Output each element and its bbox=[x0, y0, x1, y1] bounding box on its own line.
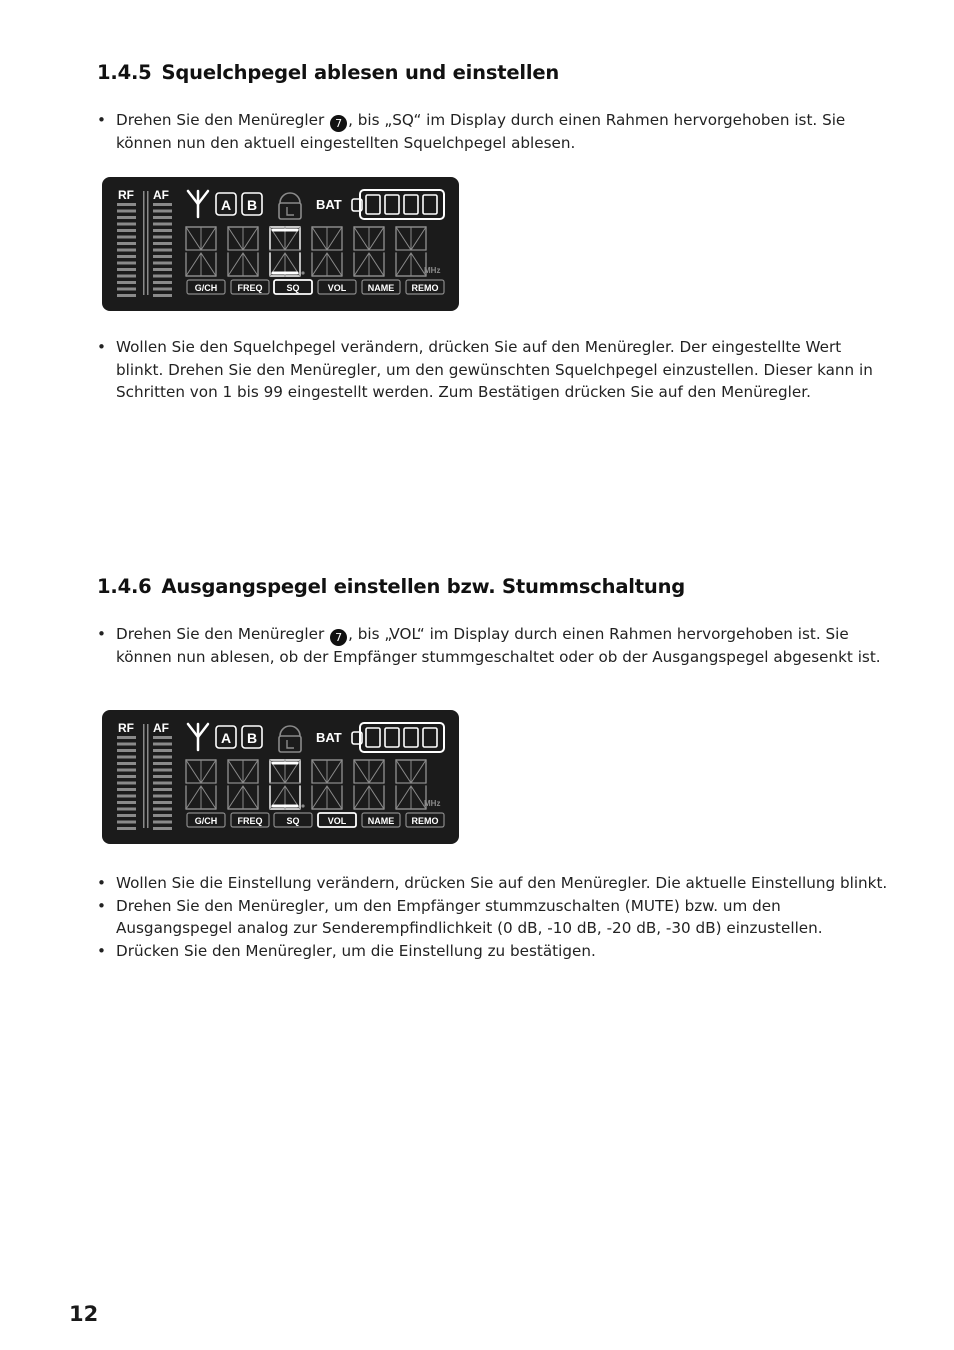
rf-level-bar bbox=[117, 203, 136, 206]
battery-label: BAT bbox=[316, 730, 342, 745]
decimal-point bbox=[301, 804, 304, 807]
rf-level-bar bbox=[117, 814, 136, 817]
bullet-list-squelch-2 bbox=[97, 336, 892, 404]
rf-level-bar bbox=[117, 275, 136, 278]
af-level-bar bbox=[153, 808, 172, 811]
rf-level-bar bbox=[117, 769, 136, 772]
rf-label: RF bbox=[118, 721, 134, 735]
diversity-b-label: B bbox=[246, 730, 258, 746]
rf-level-bar bbox=[117, 775, 136, 778]
section-number: 1.4.5 bbox=[97, 61, 152, 84]
lcd-display-volume bbox=[102, 710, 459, 844]
rf-label: RF bbox=[118, 188, 134, 202]
bullet-list-squelch-1 bbox=[97, 109, 892, 155]
control-number-badge: 7 bbox=[330, 115, 347, 132]
menu-label-sq: SQ bbox=[286, 283, 300, 293]
rf-level-bar bbox=[117, 821, 136, 824]
af-level-bar bbox=[153, 736, 172, 739]
rf-level-bar bbox=[117, 268, 136, 271]
list-item: • Drehen Sie den Menüregler 7 , bis „VOL“ im Display durch einen Rahmen hervorgehoben ist. Sie können nun ablesen, ob der Empfänger stummgeschaltet oder ob der Ausgangspegel abgesenkt ist. bbox=[97, 623, 892, 669]
rf-level-bar bbox=[117, 223, 136, 226]
section-heading-volume bbox=[97, 575, 685, 598]
af-level-bar bbox=[153, 236, 172, 239]
list-item: • Wollen Sie die Einstellung verändern, drücken Sie auf den Menüregler. Die aktuelle Einstellung blinkt. bbox=[97, 872, 892, 895]
list-item: • Drehen Sie den Menüregler 7 , bis „SQ“ im Display durch einen Rahmen hervorgehoben ist. Sie können nun den aktuell eingestellten Squelchpegel ablesen. bbox=[97, 109, 892, 155]
rf-level-bar bbox=[117, 749, 136, 752]
af-level-bar bbox=[153, 762, 172, 765]
af-level-bar bbox=[153, 229, 172, 232]
af-level-bar bbox=[153, 242, 172, 245]
menu-label-name: NAME bbox=[367, 816, 395, 826]
af-level-bar bbox=[153, 756, 172, 759]
rf-level-bar bbox=[117, 255, 136, 258]
af-level-bar bbox=[153, 801, 172, 804]
af-level-bar bbox=[153, 210, 172, 213]
af-level-bar bbox=[153, 788, 172, 791]
diversity-a-label: A bbox=[220, 197, 232, 213]
menu-label-gch: G/CH bbox=[194, 283, 218, 293]
af-level-bar bbox=[153, 294, 172, 297]
section-number: 1.4.6 bbox=[97, 575, 152, 598]
rf-level-bar bbox=[117, 756, 136, 759]
diversity-a-label: A bbox=[220, 730, 232, 746]
af-level-bar bbox=[153, 769, 172, 772]
rf-level-bar bbox=[117, 808, 136, 811]
menu-label-sq: SQ bbox=[286, 816, 300, 826]
af-level-bar bbox=[153, 203, 172, 206]
mhz-label: MHz bbox=[424, 799, 441, 808]
section-title: Squelchpegel ablesen und einstellen bbox=[161, 61, 560, 84]
rf-level-bar bbox=[117, 262, 136, 265]
battery-label: BAT bbox=[316, 197, 342, 212]
af-level-bar bbox=[153, 275, 172, 278]
rf-level-bar bbox=[117, 210, 136, 213]
rf-level-bar bbox=[117, 782, 136, 785]
menu-label-vol: VOL bbox=[327, 283, 347, 293]
rf-level-bar bbox=[117, 827, 136, 830]
menu-label-remo: REMO bbox=[411, 283, 439, 293]
af-level-bar bbox=[153, 782, 172, 785]
menu-label-freq: FREQ bbox=[237, 816, 263, 826]
af-level-bar bbox=[153, 749, 172, 752]
af-level-bar bbox=[153, 249, 172, 252]
mhz-label: MHz bbox=[424, 266, 441, 275]
menu-label-remo: REMO bbox=[411, 816, 439, 826]
section-title: Ausgangspegel einstellen bzw. Stummschaltung bbox=[161, 575, 686, 598]
af-level-bar bbox=[153, 775, 172, 778]
page-number: 12 bbox=[69, 1302, 99, 1326]
rf-level-bar bbox=[117, 281, 136, 284]
diversity-b-label: B bbox=[246, 197, 258, 213]
af-level-bar bbox=[153, 814, 172, 817]
af-level-bar bbox=[153, 255, 172, 258]
rf-level-bar bbox=[117, 288, 136, 291]
rf-level-bar bbox=[117, 294, 136, 297]
rf-level-bar bbox=[117, 216, 136, 219]
af-level-bar bbox=[153, 821, 172, 824]
menu-label-gch: G/CH bbox=[194, 816, 218, 826]
af-level-bar bbox=[153, 743, 172, 746]
control-number-badge: 7 bbox=[330, 629, 347, 646]
bullet-list-volume-1 bbox=[97, 623, 892, 669]
af-level-bar bbox=[153, 262, 172, 265]
af-level-bar bbox=[153, 795, 172, 798]
lcd-graphic bbox=[102, 177, 459, 311]
lcd-display-squelch bbox=[102, 177, 459, 311]
rf-level-bar bbox=[117, 743, 136, 746]
bullet-list-volume-2 bbox=[97, 872, 892, 962]
rf-level-bar bbox=[117, 249, 136, 252]
rf-level-bar bbox=[117, 762, 136, 765]
rf-level-bar bbox=[117, 736, 136, 739]
section-heading-squelch bbox=[97, 61, 559, 84]
list-item: • Wollen Sie den Squelchpegel verändern, drücken Sie auf den Menüregler. Der eingestellte Wert blinkt. Drehen Sie den Menüregler, um den gewünschten Squelchpegel einzustellen. Dieser kann in Schritten von 1 bis 99 eingestellt werden. Zum Bestätigen drücken Sie auf den Menüregler. bbox=[97, 336, 892, 404]
menu-label-name: NAME bbox=[367, 283, 395, 293]
list-item: • Drehen Sie den Menüregler, um den Empfänger stummzuschalten (MUTE) bzw. um den Ausgangspegel analog zur Senderempfindlichkeit (0 dB, -10 dB, -20 dB, -30 dB) einzustellen. bbox=[97, 895, 892, 940]
rf-level-bar bbox=[117, 788, 136, 791]
list-item: • Drücken Sie den Menüregler, um die Einstellung zu bestätigen. bbox=[97, 940, 892, 963]
rf-level-bar bbox=[117, 242, 136, 245]
menu-label-freq: FREQ bbox=[237, 283, 263, 293]
rf-level-bar bbox=[117, 801, 136, 804]
af-level-bar bbox=[153, 288, 172, 291]
decimal-point bbox=[301, 271, 304, 274]
rf-level-bar bbox=[117, 236, 136, 239]
rf-level-bar bbox=[117, 795, 136, 798]
af-label: AF bbox=[153, 721, 169, 735]
af-level-bar bbox=[153, 281, 172, 284]
af-label: AF bbox=[153, 188, 169, 202]
menu-label-vol: VOL bbox=[327, 816, 347, 826]
lcd-graphic bbox=[102, 710, 459, 844]
rf-level-bar bbox=[117, 229, 136, 232]
af-level-bar bbox=[153, 223, 172, 226]
af-level-bar bbox=[153, 827, 172, 830]
af-level-bar bbox=[153, 268, 172, 271]
af-level-bar bbox=[153, 216, 172, 219]
